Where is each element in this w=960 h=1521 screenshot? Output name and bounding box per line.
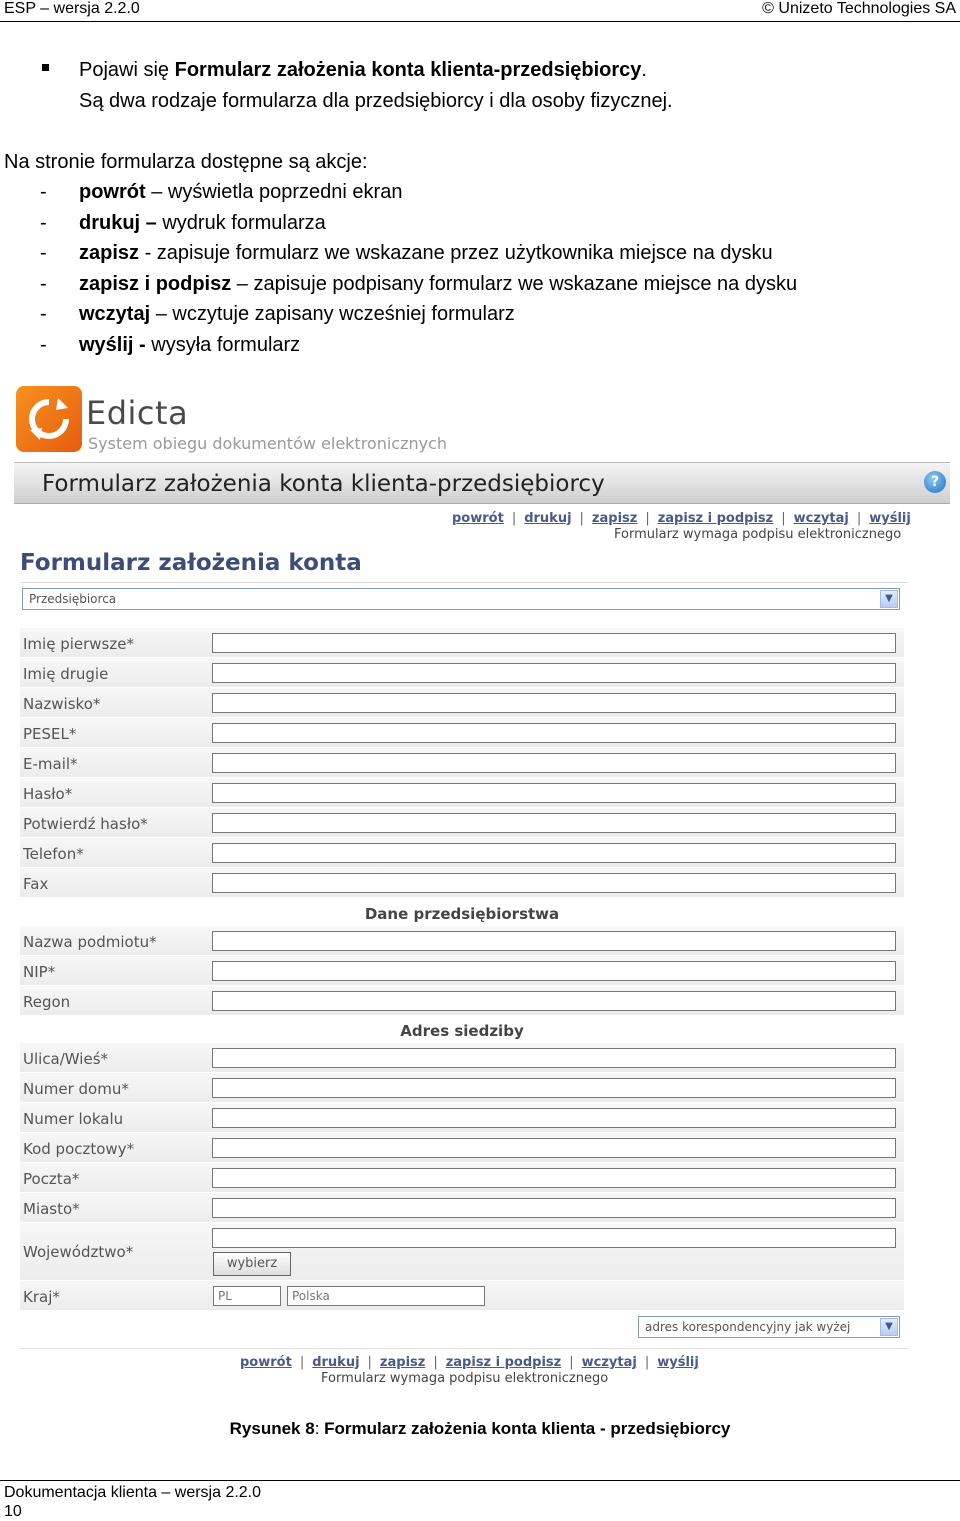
back-link[interactable]: powrót — [240, 1355, 292, 1370]
field-label: Hasło* — [23, 785, 73, 803]
field-label: Nazwa podmiotu* — [23, 933, 157, 951]
field-label: Telefon* — [23, 845, 84, 863]
window-titlebar — [14, 462, 950, 504]
form-row — [20, 868, 904, 898]
list-item: wczytaj – wczytuje zapisany wcześniej formularz — [79, 303, 515, 325]
section-company: Dane przedsiębiorstwa — [20, 899, 904, 927]
page-header — [0, 0, 960, 22]
form-row — [20, 1193, 904, 1223]
field-label: Ulica/Wieś* — [23, 1050, 109, 1068]
form-row — [20, 628, 904, 658]
send-link[interactable]: wyślij — [869, 511, 911, 526]
divider — [20, 1348, 908, 1349]
account-type-select[interactable] — [22, 588, 900, 610]
header-right: © Unizeto Technologies SA — [762, 0, 956, 17]
signature-note: Formularz wymaga podpisu elektronicznego — [614, 527, 902, 542]
field-label: Województwo* — [23, 1243, 134, 1261]
bullet-square-icon — [42, 64, 49, 71]
list-dash: - — [40, 303, 47, 325]
country-code-input[interactable]: PL — [213, 1286, 281, 1306]
company-name-input[interactable] — [212, 931, 896, 951]
flat-number-input[interactable] — [212, 1108, 896, 1128]
second-name-input[interactable] — [212, 663, 896, 683]
phone-input[interactable] — [212, 843, 896, 863]
print-link[interactable]: drukuj — [312, 1355, 360, 1370]
field-label: Poczta* — [23, 1170, 80, 1188]
form-row — [20, 1223, 904, 1281]
load-link[interactable]: wczytaj — [793, 511, 849, 526]
choose-button[interactable]: wybierz — [213, 1252, 291, 1276]
field-label: Kod pocztowy* — [23, 1140, 135, 1158]
account-type-value: Przedsiębiorca — [29, 592, 117, 606]
field-label: Imię drugie — [23, 665, 109, 683]
house-number-input[interactable] — [212, 1078, 896, 1098]
form-row — [20, 926, 904, 956]
form-row — [20, 1163, 904, 1193]
post-office-input[interactable] — [212, 1168, 896, 1188]
voivodeship-input[interactable] — [212, 1228, 896, 1248]
list-dash: - — [40, 242, 47, 264]
footer-divider — [0, 1480, 960, 1481]
form-row — [20, 748, 904, 778]
correspondence-value: adres korespondencyjny jak wyżej — [645, 1320, 851, 1334]
form-row — [20, 986, 904, 1016]
header-left: ESP – wersja 2.2.0 — [4, 0, 140, 17]
city-input[interactable] — [212, 1198, 896, 1218]
save-sign-link[interactable]: zapisz i podpisz — [445, 1355, 562, 1370]
fax-input[interactable] — [212, 873, 896, 893]
bottom-actions: powrót | drukuj | zapisz | zapisz i podpisz | wczytaj | wyślij — [240, 1355, 699, 1370]
print-link[interactable]: drukuj — [524, 511, 572, 526]
chevron-down-icon[interactable]: ▼ — [880, 1318, 898, 1336]
signature-note-bottom: Formularz wymaga podpisu elektronicznego — [321, 1371, 609, 1386]
back-link[interactable]: powrót — [452, 511, 504, 526]
form-row — [20, 688, 904, 718]
form-row — [20, 658, 904, 688]
window-title: Formularz założenia konta klienta-przedsiębiorcy — [42, 471, 605, 497]
page-number: 10 — [4, 1503, 22, 1520]
field-label: Fax — [23, 875, 49, 893]
form-row — [20, 1103, 904, 1133]
postal-code-input[interactable] — [212, 1138, 896, 1158]
top-actions: powrót | drukuj | zapisz | zapisz i podpisz | wczytaj | wyślij — [452, 511, 911, 526]
brand-subtitle: System obiegu dokumentów elektronicznych — [88, 434, 448, 453]
figure-caption: Rysunek 8: Formularz założenia konta klienta - przedsiębiorcy — [229, 1419, 731, 1438]
field-label: Imię pierwsze* — [23, 635, 134, 653]
field-label: Miasto* — [23, 1200, 80, 1218]
email-input[interactable] — [212, 753, 896, 773]
list-item: wyślij - wysyła formularz — [79, 334, 301, 356]
street-input[interactable] — [212, 1048, 896, 1068]
form-row — [20, 1073, 904, 1103]
list-item: drukuj – wydruk formularza — [79, 212, 326, 234]
brand-name: Edicta — [86, 394, 189, 432]
save-link[interactable]: zapisz — [591, 511, 638, 526]
password-confirm-input[interactable] — [212, 813, 896, 833]
pesel-input[interactable] — [212, 723, 896, 743]
form-row — [20, 1043, 904, 1073]
intro-line-2: Są dwa rodzaje formularza dla przedsiębiorcy i dla osoby fizycznej. — [79, 90, 673, 112]
section-address: Adres siedziby — [20, 1016, 904, 1044]
actions-heading: Na stronie formularza dostępne są akcje: — [4, 151, 368, 173]
list-item: zapisz i podpisz – zapisuje podpisany formularz we wskazane miejsce na dysku — [79, 273, 798, 295]
send-link[interactable]: wyślij — [657, 1355, 699, 1370]
chevron-down-icon[interactable]: ▼ — [880, 590, 898, 608]
form-title: Formularz założenia konta — [20, 550, 362, 576]
save-sign-link[interactable]: zapisz i podpisz — [657, 511, 774, 526]
save-link[interactable]: zapisz — [379, 1355, 426, 1370]
field-label: Kraj* — [23, 1288, 60, 1306]
list-dash: - — [40, 212, 47, 234]
load-link[interactable]: wczytaj — [581, 1355, 637, 1370]
list-item: zapisz - zapisuje formularz we wskazane przez użytkownika miejsce na dysku — [79, 242, 773, 264]
field-label: E-mail* — [23, 755, 78, 773]
country-name-input[interactable]: Polska — [287, 1286, 485, 1306]
list-dash: - — [40, 181, 47, 203]
password-input[interactable] — [212, 783, 896, 803]
form-row — [20, 778, 904, 808]
field-label: NIP* — [23, 963, 56, 981]
field-label: Numer domu* — [23, 1080, 129, 1098]
first-name-input[interactable] — [212, 633, 896, 653]
form-row — [20, 808, 904, 838]
app-screenshot — [14, 382, 950, 1390]
regon-input[interactable] — [212, 991, 896, 1011]
intro-line-1: Pojawi się Formularz założenia konta klienta-przedsiębiorcy. — [79, 59, 647, 81]
form-row — [20, 838, 904, 868]
surname-input[interactable] — [212, 693, 896, 713]
correspondence-select[interactable] — [638, 1316, 900, 1338]
field-label: Nazwisko* — [23, 695, 101, 713]
field-label: Potwierdź hasło* — [23, 815, 148, 833]
form-row — [20, 956, 904, 986]
list-dash: - — [40, 273, 47, 295]
field-label: Regon — [23, 993, 71, 1011]
help-icon[interactable]: ? — [924, 471, 946, 493]
form-row — [20, 718, 904, 748]
divider — [20, 582, 908, 583]
form-row — [20, 1133, 904, 1163]
footer-title: Dokumentacja klienta – wersja 2.2.0 — [4, 1484, 262, 1501]
list-item: powrót – wyświetla poprzedni ekran — [79, 181, 403, 203]
field-label: Numer lokalu — [23, 1110, 124, 1128]
nip-input[interactable] — [212, 961, 896, 981]
field-label: PESEL* — [23, 725, 77, 743]
edicta-logo-icon — [16, 386, 82, 452]
list-dash: - — [40, 334, 47, 356]
